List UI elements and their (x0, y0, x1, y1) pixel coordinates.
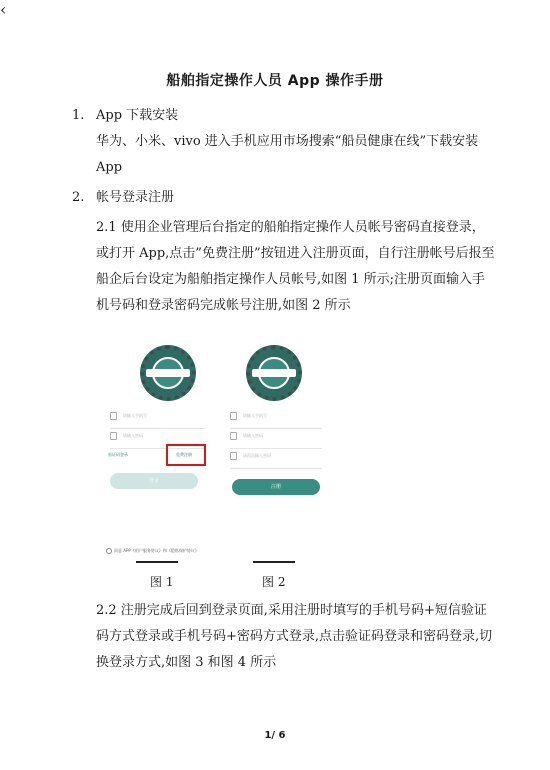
figure2-confirm-placeholder: 请再次输入密码 (243, 453, 271, 458)
highlight-box (166, 444, 206, 466)
section1-number: 1. (72, 108, 85, 123)
register-button[interactable]: 注册 (232, 479, 320, 495)
lock-icon (230, 432, 237, 440)
figure2-phone-field[interactable] (230, 412, 322, 429)
app-logo-icon (140, 345, 196, 401)
section2-2-body: 2.2 注册完成后回到登录页面,采用注册时填写的手机号码+短信验证码方式登录或手机号码+密码方式登录,点击验证码登录和密码登录,切换登录方式,如图 3 和图 4 所示 (96, 603, 493, 670)
section2-number: 2. (72, 190, 85, 205)
figure1-phone-placeholder: 请输入手机号 (123, 413, 147, 418)
code-login-link[interactable]: 验证码登录 (108, 452, 128, 457)
phone-icon (110, 412, 117, 420)
figure2-confirm-field[interactable] (230, 452, 322, 469)
back-arrow-icon[interactable]: ‹ (0, 0, 7, 19)
document-title: 船舶指定操作人员 App 操作手册 (166, 73, 384, 89)
section2-heading: 帐号登录注册 (96, 190, 175, 205)
figure2-password-field[interactable] (230, 432, 322, 449)
agreement-text: 同意 APP《用户服务协议》和《隐私保护协议》 (114, 548, 199, 553)
phone-icon (230, 412, 237, 420)
figure2-password-placeholder: 请输入密码 (243, 433, 263, 438)
register-link[interactable]: 免费注册 (176, 452, 192, 457)
lock-icon (110, 432, 117, 440)
checkbox-icon (106, 548, 112, 554)
figure1-phone-field[interactable] (110, 412, 205, 429)
logo-band-icon (252, 369, 296, 377)
agreement-checkbox[interactable] (106, 548, 210, 554)
figure2-divider (253, 561, 295, 563)
figure1-password-placeholder: 请输入密码 (123, 433, 143, 438)
section2-1-body: 2.1 使用企业管理后台指定的船舶指定操作人员帐号密码直接登录，或打开 App,点击”免费注册”按钮进入注册页面，自行注册帐号后报至船企后台设定为船舶指定操作人员帐号,如图 1 所示;注册页面输入手机号码和登录密码完成帐号注册,如图 2 所示 (96, 220, 495, 313)
app-logo-icon (246, 345, 302, 401)
section1-body: 华为、小米、vivo 进入手机应用市场搜索“船员健康在线”下载安装 App (96, 134, 479, 175)
figure2-caption: 图 2 (262, 575, 286, 589)
section1-heading: App 下载安装 (96, 108, 179, 123)
figure1-divider (136, 561, 178, 563)
figure1-caption: 图 1 (150, 575, 174, 589)
lock-icon (230, 452, 237, 460)
figure2-phone-placeholder: 请输入手机号 (243, 413, 267, 418)
page-number: 1/ 6 (264, 730, 286, 741)
logo-band-icon (146, 369, 190, 377)
login-button[interactable]: 登录 (110, 473, 198, 489)
